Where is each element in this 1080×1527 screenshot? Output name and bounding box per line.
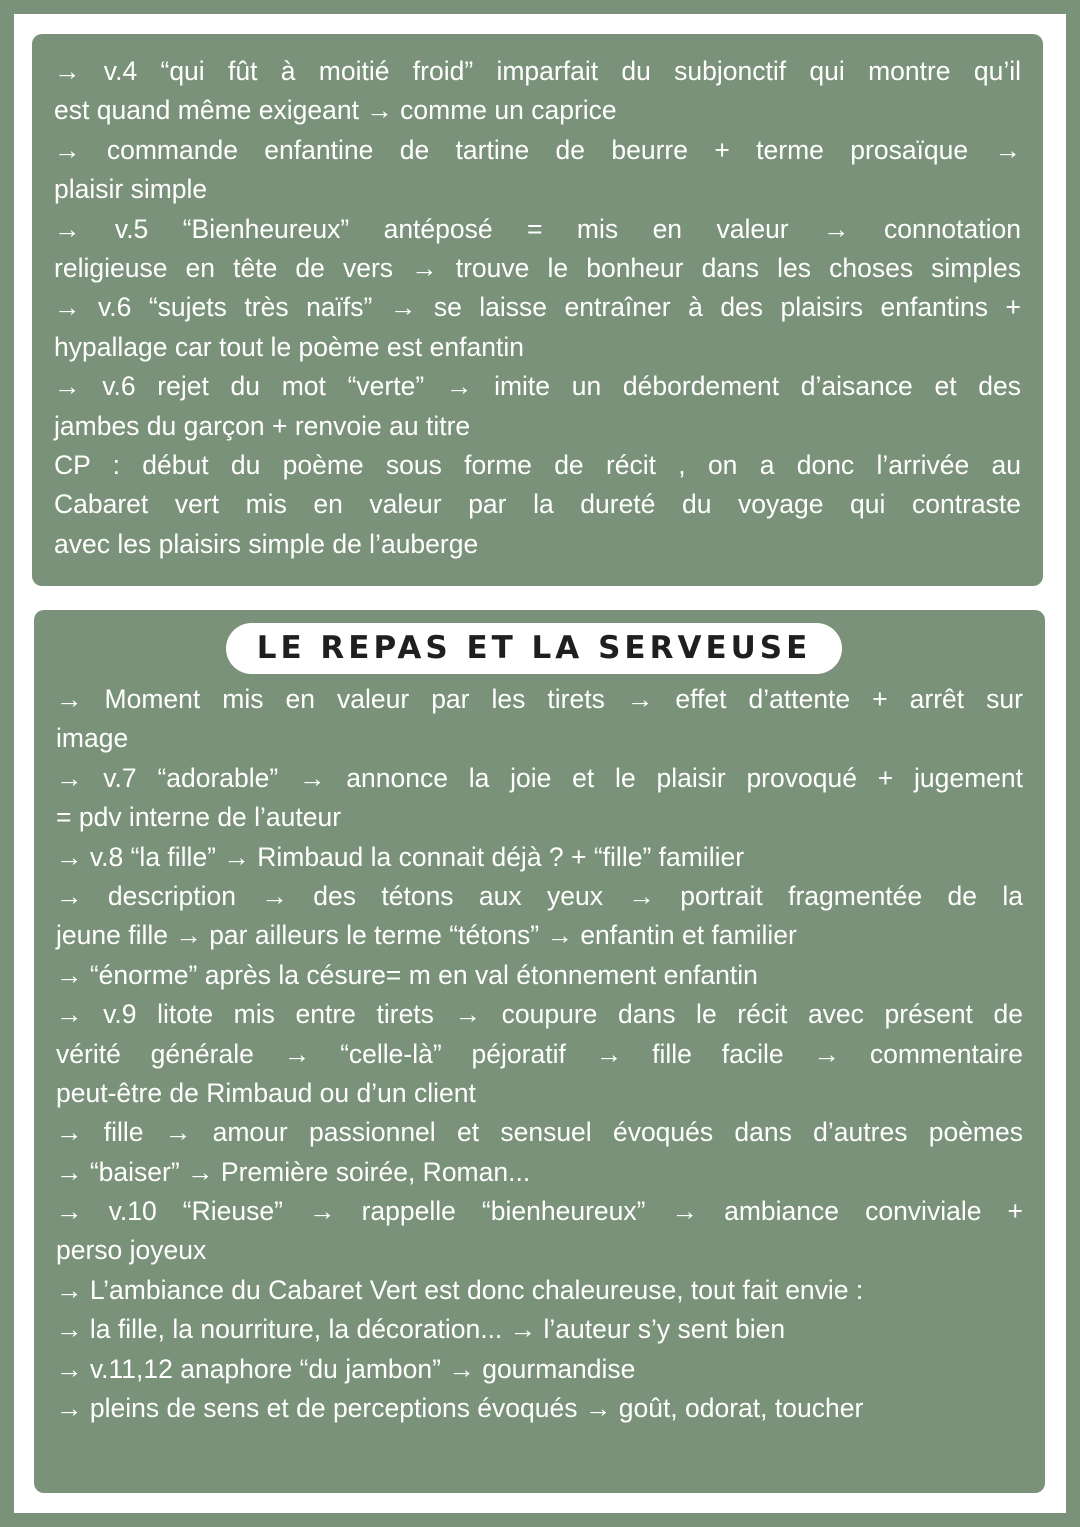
note-line: image bbox=[56, 723, 129, 754]
note-line: → v.5 “Bienheureux” antéposé = mis en valeur → connotation bbox=[54, 213, 1021, 244]
note-line: peut-être de Rimbaud ou d’un client bbox=[56, 1077, 476, 1108]
note-line: avec les plaisirs simple de l’auberge bbox=[54, 528, 479, 559]
note-line: → la fille, la nourriture, la décoration... → l’auteur s’y sent bien bbox=[56, 1314, 786, 1345]
note-line: vérité générale → “celle-là” péjoratif → fille facile → commentaire bbox=[56, 1038, 1023, 1069]
note-line: → “baiser” → Première soirée, Roman... bbox=[56, 1156, 531, 1187]
note-line: → fille → amour passionnel et sensuel évoqués dans d’autres poèmes bbox=[56, 1117, 1023, 1148]
note-line: → commande enfantine de tartine de beurre + terme prosaïque → bbox=[54, 134, 1021, 165]
note-line: → L’ambiance du Cabaret Vert est donc chaleureuse, tout fait envie : bbox=[56, 1274, 864, 1305]
note-line: = pdv interne de l’auteur bbox=[56, 802, 342, 833]
note-line: Cabaret vert mis en valeur par la dureté du voyage qui contraste bbox=[54, 489, 1021, 520]
note-line: → v.4 “qui fût à moitié froid” imparfait du subjonctif qui montre qu’il bbox=[54, 56, 1021, 86]
note-line: → v.10 “Rieuse” → rappelle “bienheureux” → ambiance conviviale + bbox=[56, 1196, 1023, 1227]
note-line: religieuse en tête de vers → trouve le bonheur dans les choses simples bbox=[54, 252, 1021, 283]
note-line: → v.6 “sujets très naïfs” → se laisse entraîner à des plaisirs enfantins + bbox=[54, 292, 1021, 323]
note-line: plaisir simple bbox=[54, 174, 208, 205]
note-line: perso joyeux bbox=[56, 1235, 207, 1266]
note-line: jambes du garçon + renvoie au titre bbox=[54, 410, 471, 441]
note-line: → description → des tétons aux yeux → portrait fragmentée de la bbox=[56, 880, 1023, 911]
note-line: → Moment mis en valeur par les tirets → effet d’attente + arrêt sur bbox=[56, 684, 1023, 714]
note-line: → v.7 “adorable” → annonce la joie et le plaisir provoqué + jugement bbox=[56, 762, 1023, 793]
note-line: jeune fille → par ailleurs le terme “tétons” → enfantin et familier bbox=[56, 920, 797, 951]
note-line: → v.6 rejet du mot “verte” → imite un débordement d’aisance et des bbox=[54, 371, 1021, 402]
note-line: est quand même exigeant → comme un caprice bbox=[54, 95, 617, 126]
note-line: hypallage car tout le poème est enfantin bbox=[54, 331, 524, 362]
note-line: → v.9 litote mis entre tirets → coupure dans le récit avec présent de bbox=[56, 999, 1023, 1030]
page-frame bbox=[14, 14, 1066, 1513]
note-line: → v.11,12 anaphore “du jambon” → gourmandise bbox=[56, 1353, 636, 1384]
notes-card-intro bbox=[32, 34, 1043, 586]
section-title: LE REPAS ET LA SERVEUSE bbox=[226, 623, 842, 674]
notes-card-repas bbox=[34, 610, 1045, 1493]
note-line: → v.8 “la fille” → Rimbaud la connait déjà ? + “fille” familier bbox=[56, 841, 745, 872]
note-line: → pleins de sens et de perceptions évoqués → goût, odorat, toucher bbox=[56, 1393, 864, 1424]
note-line: → “énorme” après la césure= m en val étonnement enfantin bbox=[56, 959, 758, 990]
note-line: CP : début du poème sous forme de récit , on a donc l’arrivée au bbox=[54, 449, 1021, 480]
